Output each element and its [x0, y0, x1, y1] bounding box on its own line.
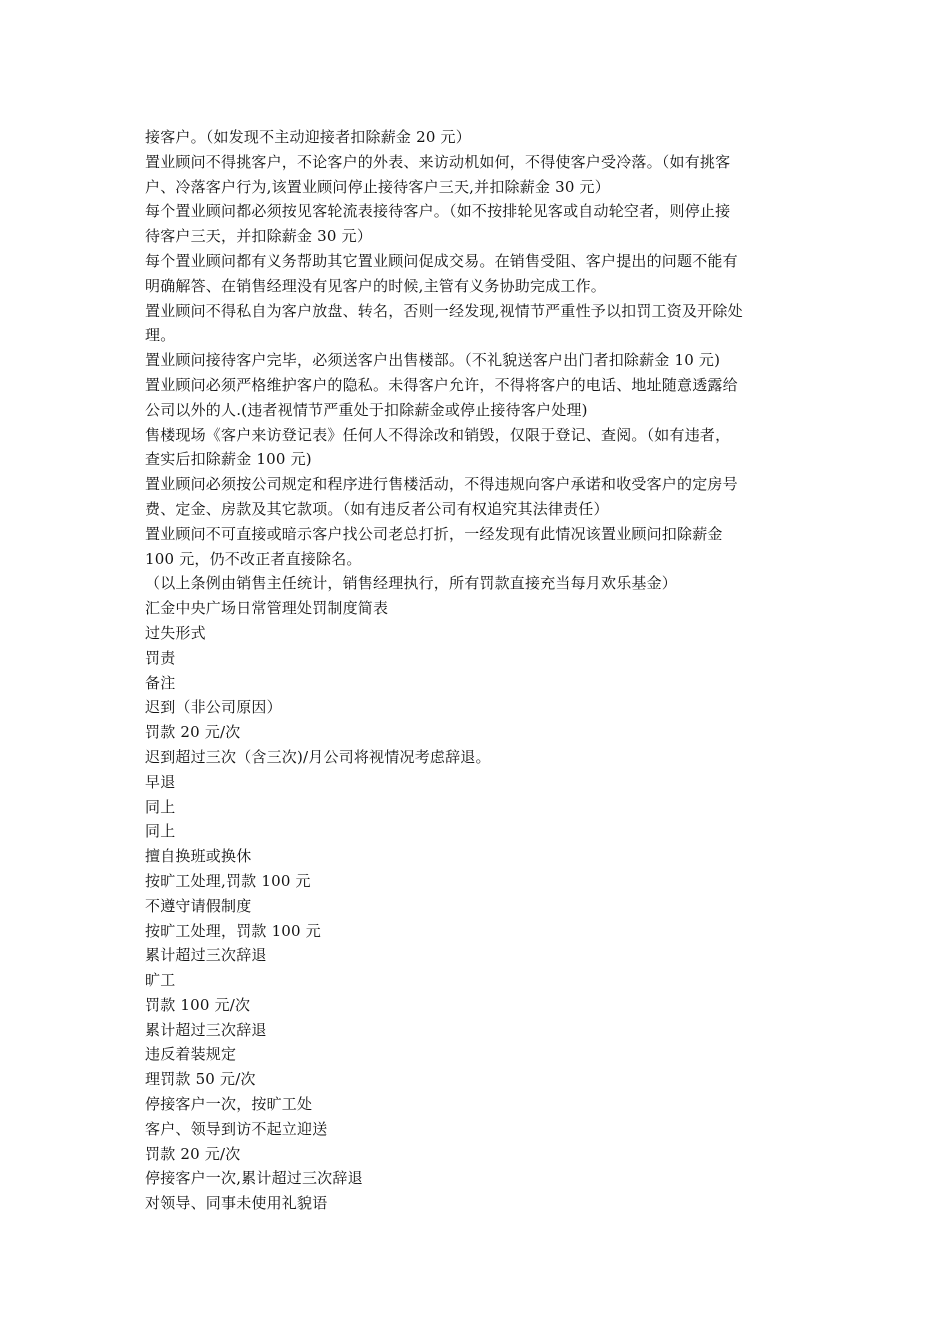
text-line: 理。	[145, 326, 176, 345]
text-line: 不遵守请假制度	[145, 896, 252, 915]
text-line: 理罚款 50 元/次	[145, 1070, 256, 1089]
text-line: 罚款 100 元/次	[145, 995, 251, 1014]
text-line: 明确解答、在销售经理没有见客户的时候,主管有义务协助完成工作。	[145, 276, 606, 295]
text-line: 100 元，仍不改正者直接除名。	[145, 549, 362, 568]
text-line: 按旷工处理，罚款 100 元	[145, 921, 321, 940]
text-line: 客户、领导到访不起立迎送	[145, 1119, 328, 1138]
text-line: 备注	[145, 673, 176, 692]
text-line: 每个置业顾问都有义务帮助其它置业顾问促成交易。在销售受阻、客户提出的问题不能有	[145, 251, 738, 270]
document-body	[145, 125, 810, 1216]
text-line: 罚款 20 元/次	[145, 723, 241, 742]
text-line: 置业顾问不可直接或暗示客户找公司老总打折，一经发现有此情况该置业顾问扣除薪金	[145, 524, 723, 543]
text-line: 置业顾问不得私自为客户放盘、转名，否则一经发现,视情节严重性予以扣罚工资及开除处	[145, 301, 743, 320]
text-line: 置业顾问不得挑客户，不论客户的外表、来访动机如何，不得使客户受冷落。（如有挑客	[145, 152, 731, 171]
text-line: 停接客户一次，按旷工处	[145, 1095, 313, 1114]
text-line: 置业顾问必须按公司规定和程序进行售楼活动，不得违规向客户承诺和收受客户的定房号	[145, 475, 738, 494]
text-line: 罚责	[145, 648, 176, 667]
text-line: 售楼现场《客户来访登记表》任何人不得涂改和销毁，仅限于登记、查阅。（如有违者，	[145, 425, 731, 444]
text-line: 每个置业顾问都必须按见客轮流表接待客户。（如不按排轮见客或自动轮空者，则停止接	[145, 202, 731, 221]
text-line: 置业顾问必须严格维护客户的隐私。未得客户允许，不得将客户的电话、地址随意透露给	[145, 375, 738, 394]
text-line: 户、冷落客户行为,该置业顾问停止接待客户三天,并扣除薪金 30 元）	[145, 177, 610, 196]
text-line: 违反着装规定	[145, 1045, 237, 1064]
text-line: （以上条例由销售主任统计，销售经理执行，所有罚款直接充当每月欢乐基金）	[145, 574, 678, 593]
text-line: 置业顾问接待客户完毕，必须送客户出售楼部。（不礼貌送客户出门者扣除薪金 10 元)	[145, 351, 721, 370]
text-line: 停接客户一次,累计超过三次辞退	[145, 1169, 363, 1188]
text-line: 同上	[145, 797, 176, 816]
text-line: 待客户三天，并扣除薪金 30 元）	[145, 227, 373, 246]
text-line: 接客户。（如发现不主动迎接者扣除薪金 20 元）	[145, 128, 471, 146]
text-line: 查实后扣除薪金 100 元)	[145, 450, 312, 469]
text-line: 汇金中央广场日常管理处罚制度简表	[145, 599, 389, 618]
text-line: 擅自换班或换休	[145, 847, 252, 866]
text-line: 按旷工处理,罚款 100 元	[145, 871, 311, 890]
text-line: 累计超过三次辞退	[145, 946, 267, 965]
text-line: 对领导、同事未使用礼貌语	[145, 1194, 328, 1213]
text-line: 迟到（非公司原因）	[145, 698, 282, 717]
text-line: 费、定金、房款及其它款项。（如有违反者公司有权追究其法律责任）	[145, 499, 609, 518]
text-line: 旷工	[145, 971, 176, 990]
text-line: 早退	[145, 772, 176, 791]
text-line: 罚款 20 元/次	[145, 1144, 241, 1163]
text-line: 累计超过三次辞退	[145, 1020, 267, 1039]
text-line: 公司以外的人.(违者视情节严重处于扣除薪金或停止接待客户处理)	[145, 400, 588, 419]
text-line: 同上	[145, 822, 176, 841]
text-line: 迟到超过三次（含三次)/月公司将视情况考虑辞退。	[145, 747, 491, 766]
text-line: 过失形式	[145, 623, 206, 642]
